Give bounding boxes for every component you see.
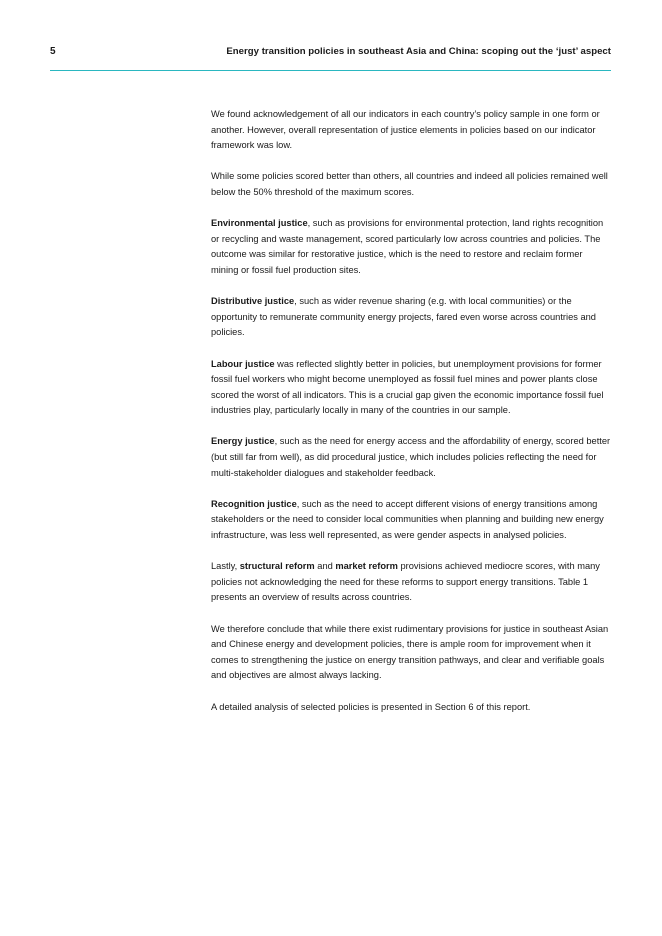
body-text — [211, 107, 611, 731]
term-market-reform: market reform — [335, 561, 398, 572]
paragraph-conclusion: We therefore conclude that while there exist rudimentary provisions for justice in southeast Asian and Chinese energy and development policies, there is ample room for improvement when it comes to strengthening the justice on energy transition pathways, and clear and verifiable goals and objectives are almost always lacking. — [211, 623, 609, 681]
page-number: 5 — [50, 46, 56, 57]
paragraph-environmental-justice: Environmental justice, such as provisions for environmental protection, land rights recognition or recycling and waste management, scored particularly low across countries and policies. The outcome was similar for restorative justice, which is the need to restore and reclaim former mining or fossil fuel production sites. — [211, 218, 604, 275]
paragraph-labour-justice: Labour justice was reflected slightly better in policies, but unemployment provisions for former fossil fuel workers who might become unemployed as fossil fuel mines and power plants close scored the worst of all indicators. This is a crucial gap given the economic importance fossil fuel industries play, particularly locally in many of the countries in our sample. — [211, 358, 604, 416]
paragraph-acknowledgement: We found acknowledgement of all our indicators in each country’s policy sample in one form or another. However, overall representation of justice elements in policies based on our indicator framework was low. — [211, 109, 600, 151]
paragraph-section-reference: A detailed analysis of selected policies is presented in Section 6 of this report. — [211, 701, 531, 712]
term-energy-justice: Energy justice — [211, 436, 275, 447]
paragraph-threshold: While some policies scored better than others, all countries and indeed all policies remained well below the 50% threshold of the maximum scores. — [211, 171, 608, 197]
running-title: Energy transition policies in southeast Asia and China: scoping out the ‘just’ aspect — [226, 46, 611, 57]
paragraph-distributive-justice: Distributive justice, such as wider revenue sharing (e.g. with local communities) or the opportunity to remunerate community energy projects, fared even worse across countries and policies. — [211, 296, 596, 338]
paragraph-recognition-justice: Recognition justice, such as the need to accept different visions of energy transitions among stakeholders or the need to consider local communities when planning and building new energy infrastructure, was less well represented, as were gender aspects in analysed policies. — [211, 498, 604, 541]
header-divider — [50, 70, 611, 71]
term-structural-reform: structural reform — [239, 561, 315, 572]
term-labour-justice: Labour justice — [211, 358, 275, 369]
term-environmental-justice: Environmental justice — [211, 218, 308, 229]
paragraph-reforms: Lastly, structural reform and market reform provisions achieved mediocre scores, with many policies not acknowledging the need for these reforms to support energy transitions. Table 1 presents an overview of results across countries. — [211, 561, 600, 603]
term-distributive-justice: Distributive justice — [211, 296, 295, 307]
paragraph-energy-justice: Energy justice, such as the need for energy access and the affordability of energy, scored better (but still far from well), as did procedural justice, which includes policies reflecting the need for multi-stakeholder dialogues and stakeholder feedback. — [211, 436, 611, 478]
page-header — [50, 44, 611, 62]
term-recognition-justice: Recognition justice — [211, 498, 297, 509]
